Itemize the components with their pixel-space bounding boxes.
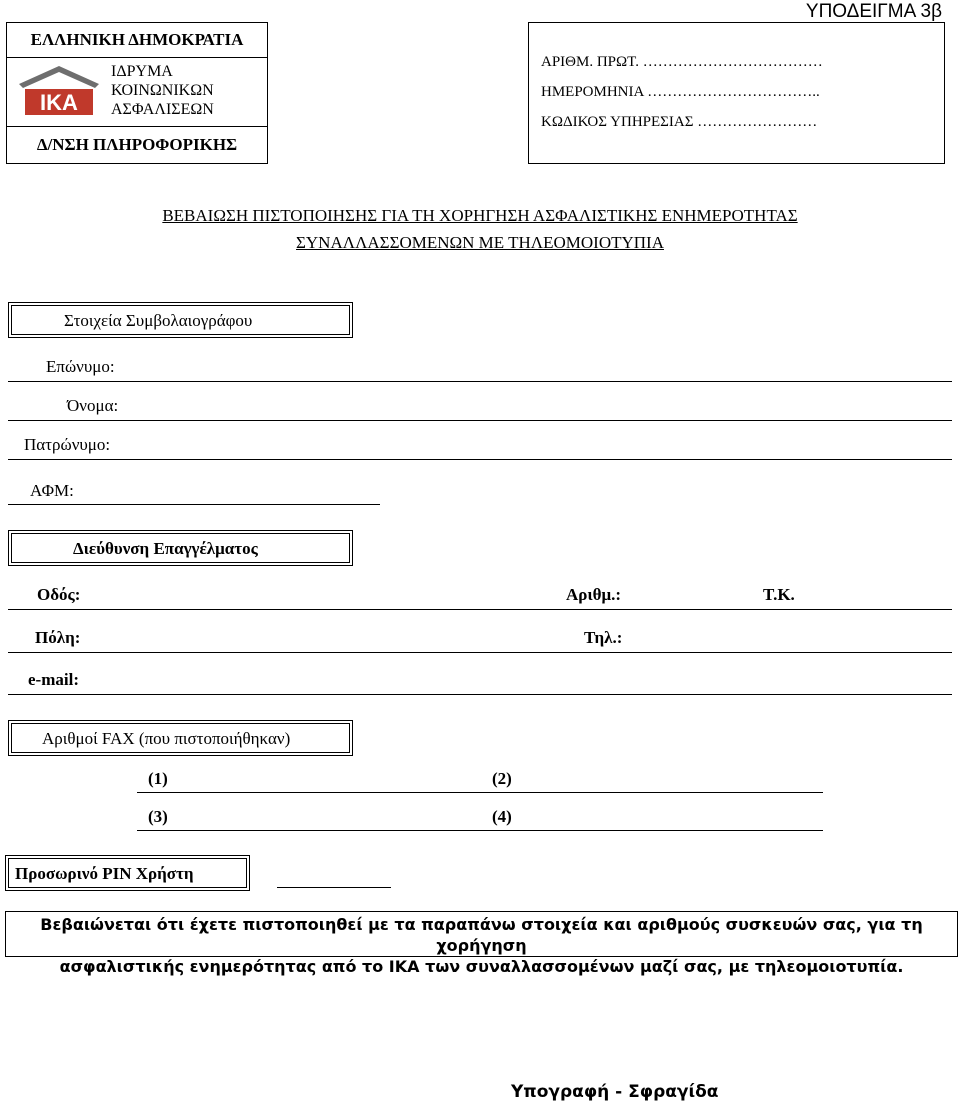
number-label: Αριθμ.: [566,585,622,604]
organization-header [6,22,268,164]
fax-2-label: (2) [492,769,512,788]
father-name-line [8,459,952,460]
address-section-heading: Διεύθυνση Επαγγέλματος [8,530,353,566]
confirmation-box [5,911,958,976]
pin-line [277,887,391,888]
organization-name [111,62,214,119]
email-label: e-mail: [28,670,79,689]
sample-tag: ΥΠΟΔΕΙΓΜΑ 3β [805,1,942,22]
document-title-line-2: ΣΥΝΑΛΛΑΣΣΟΜΕΝΩΝ ΜΕ ΤΗΛΕΟΜΟΙΟΤΥΠΙΑ [296,233,664,252]
service-code: ΚΩΔΙΚΟΣ ΥΠΗΡΕΣΙΑΣ …………………… [541,114,818,130]
pin-label: Προσωρινό PIN Χρήστη [5,855,250,891]
fax-row-1-line [137,792,823,793]
father-name-label: Πατρώνυμο: [24,435,111,454]
date-field: ΗΜΕΡΟΜΗΝΙΑ …………………………….. [541,84,820,100]
org-line-3: ΑΣΦΑΛΙΣΕΩΝ [111,101,214,118]
confirmation-line-2: ασφαλιστικής ενημερότητας από το ΙΚΑ των συναλλασσομένων μαζί σας, με τηλεομοιοτυπία. [59,957,904,976]
ika-logo [15,62,103,120]
republic-label: ΕΛΛΗΝΙΚΗ ΔΗΜΟΚΡΑΤΙΑ [7,23,267,58]
confirmation-line-1: Βεβαιώνεται ότι έχετε πιστοποιηθεί με τα παραπάνω στοιχεία και αριθμούς συσκευών σας, για τη χορήγηση [40,915,923,955]
surname-line [8,381,952,382]
fax-4-label: (4) [492,807,512,826]
document-title-line-1: ΒΕΒΑΙΩΣΗ ΠΙΣΤΟΠΟΙΗΣΗΣ ΓΙΑ ΤΗ ΧΟΡΗΓΗΣΗ ΑΣΦΑΛΙΣΤΙΚΗΣ ΕΝΗΜΕΡΟΤΗΤΑΣ [162,206,798,225]
protocol-number: ΑΡΙΘΜ. ΠΡΩΤ. ……………………………… [541,54,823,70]
surname-label: Επώνυμο: [46,357,115,376]
email-line [8,694,952,695]
city-line [8,652,952,653]
postcode-label: Τ.Κ. [763,585,795,604]
phone-label: Τηλ.: [584,628,623,647]
logo-text: IKA [40,90,78,115]
fax-3-label: (3) [148,807,168,826]
notary-section-heading: Στοιχεία Συμβολαιογράφου [8,302,353,338]
name-label: Όνομα: [67,396,119,415]
fax-row-2-line [137,830,823,831]
street-label: Οδός: [37,585,81,604]
city-label: Πόλη: [35,628,81,647]
street-line [8,609,952,610]
org-line-2: ΚΟΙΝΩΝΙΚΩΝ [111,82,214,99]
organization-row [7,58,267,127]
org-line-1: ΙΔΡΥΜΑ [111,63,173,80]
afm-label: ΑΦΜ: [30,481,74,500]
directorate-label: Δ/ΝΣΗ ΠΛΗΡΟΦΟΡΙΚΗΣ [36,135,238,154]
afm-line [8,504,380,505]
fax-1-label: (1) [148,769,168,788]
name-line [8,420,952,421]
registration-box [528,22,945,164]
signature-stamp-label: Υπογραφή - Σφραγίδα [511,1082,719,1102]
fax-section-heading: Αριθμοί FAX (που πιστοποιήθηκαν) [8,720,353,756]
